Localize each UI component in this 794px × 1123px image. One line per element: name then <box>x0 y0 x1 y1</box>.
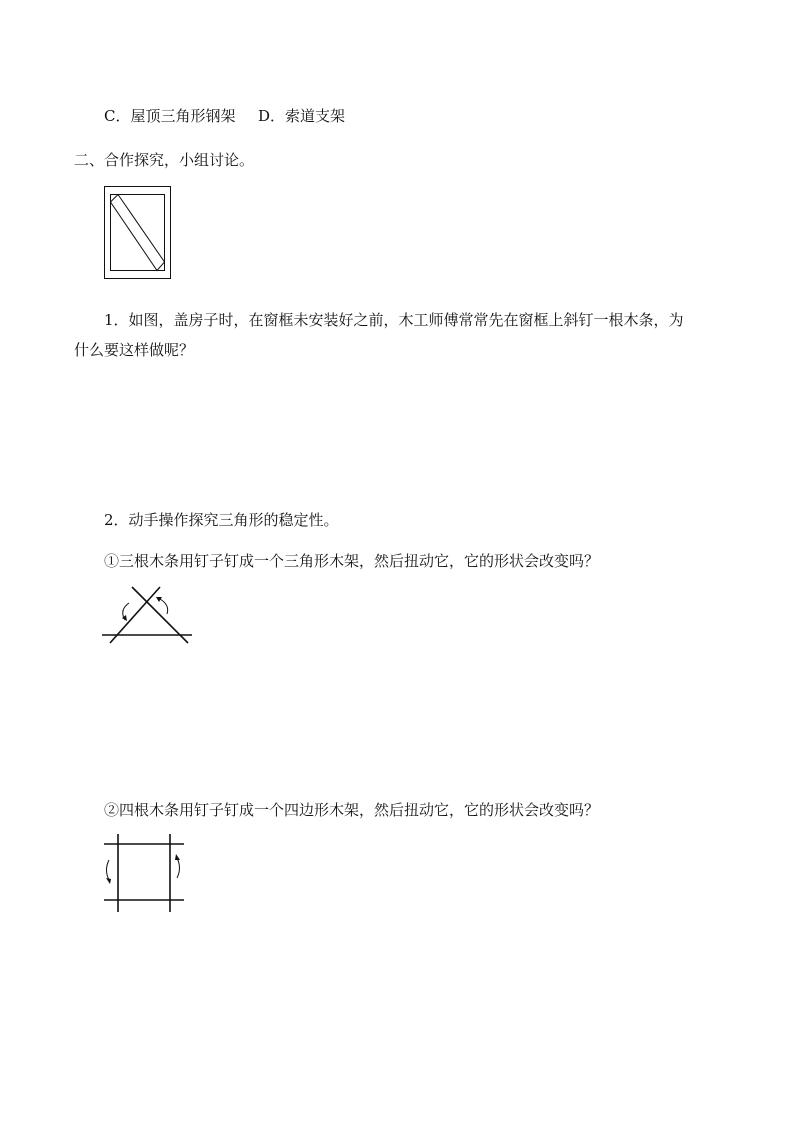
rotate-right-arrow <box>177 858 180 878</box>
option-d: D．索道支架 <box>258 107 346 125</box>
window-frame-figure <box>104 186 172 280</box>
question-2-title: 2．动手操作探究三角形的稳定性。 <box>104 511 339 529</box>
question-2-part-2: ②四根木条用钉子钉成一个四边形木架，然后扭动它，它的形状会改变吗？ <box>104 801 600 819</box>
window-outer-frame <box>105 187 171 279</box>
section-title: 二、合作探究，小组讨论。 <box>74 151 255 169</box>
question-2-part-1: ①三根木条用钉子钉成一个三角形木架，然后扭动它，它的形状会改变吗？ <box>104 552 600 570</box>
square-frame-figure <box>102 832 188 914</box>
rotate-left-arrow <box>107 860 110 880</box>
triangle-frame-figure <box>102 585 194 645</box>
diagonal-brace <box>111 195 165 271</box>
rotate-left-arrowhead <box>106 878 111 884</box>
rotate-right-arrowhead <box>175 854 180 860</box>
question-1-line-2: 什么要这样做呢？ <box>74 341 195 359</box>
option-c: C．屋顶三角形钢架 <box>104 107 236 125</box>
window-inner-frame <box>111 195 165 271</box>
rotate-right-arrow <box>160 599 168 614</box>
question-1-line-1: 1．如图，盖房子时，在窗框未安装好之前，木工师傅常常先在窗框上斜钉一根木条，为 <box>104 311 684 329</box>
